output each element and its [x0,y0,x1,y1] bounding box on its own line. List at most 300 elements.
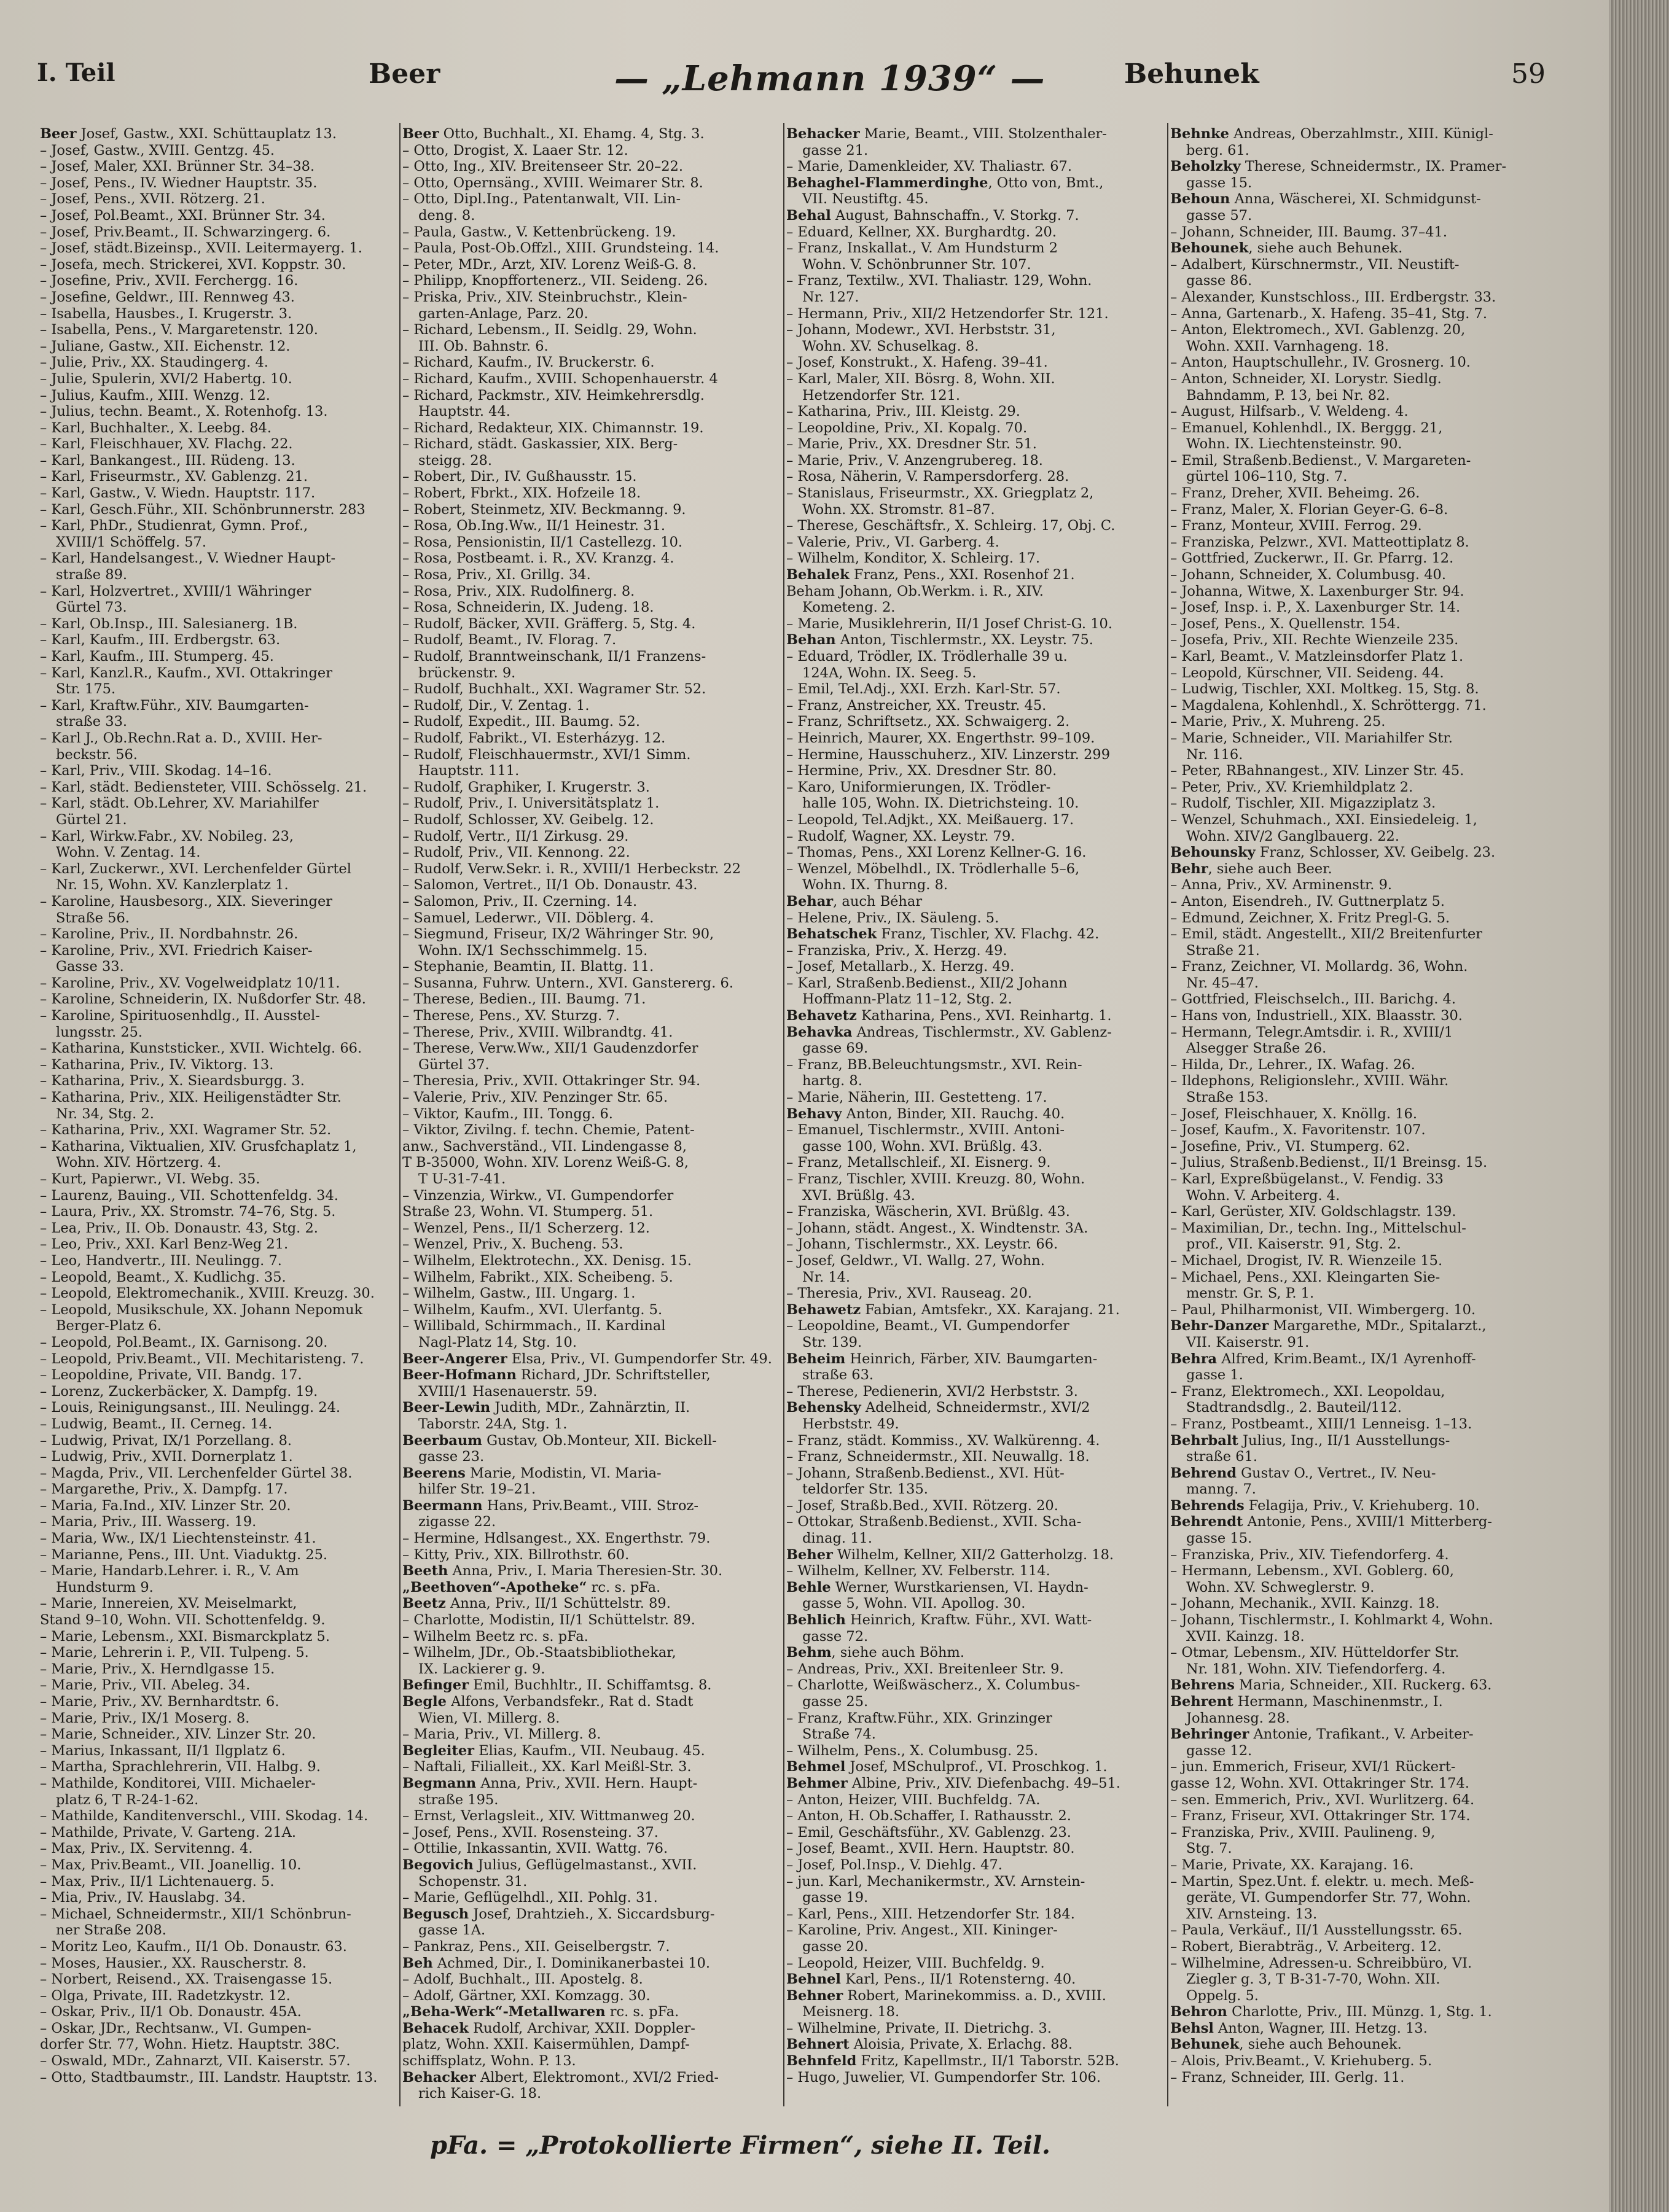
directory-entry-line: menstr. Gr. S, P. 1. [1186,1285,1315,1302]
directory-entry-line: – Rudolf, Graphiker, I. Krugerstr. 3. [402,779,650,795]
directory-entry-line: – Karl J., Ob.Rechn.Rat a. D., XVIII. Her- [40,730,322,746]
directory-entry-line: – Paula, Post-Ob.Offzl., XIII. Grundsteing. 14. [402,240,719,257]
directory-entry-line: – Norbert, Reisend., XX. Traisengasse 15. [40,1971,333,1988]
directory-entry-line: – Ildephons, Religionslehr., XVIII. Währ. [1170,1073,1449,1089]
directory-entry-line: – Theresia, Priv., XVI. Rauseag. 20. [786,1285,1032,1302]
directory-entry-line: Hauptstr. 44. [418,403,510,420]
directory-entry-line: Wien, VI. Millerg. 8. [418,1710,560,1726]
directory-entry-line: – Franz, BB.Beleuchtungsmstr., XVI. Rein- [786,1056,1082,1073]
book-page-edges [1609,0,1669,2212]
directory-entry-line: – Charlotte, Weißwäscherz., X. Columbus- [786,1677,1081,1694]
directory-entry-line: – Marie, Handarb.Lehrer. i. R., V. Am [40,1563,299,1579]
directory-entry-line: – Susanna, Fuhrw. Untern., XVI. Ganstererg. 6. [402,975,733,991]
directory-entry-line: – Ottokar, Straßenb.Bedienst., XVII. Scha- [786,1514,1082,1530]
directory-entry-line: Wohn. V. Schönbrunner Str. 107. [802,256,1031,273]
directory-entry-line: – Wenzel, Möbelhdl., IX. Trödlerhalle 5–6, [786,860,1080,877]
page-number: 59 [1511,58,1546,90]
directory-entry-line: – Willibald, Schirmmach., II. Kardinal [402,1318,666,1334]
directory-entry-line: – Karl, Friseurmstr., XV. Gablenzg. 21. [40,469,308,485]
directory-entry-line: XVIII/1 Schöffelg. 57. [56,534,207,550]
directory-entry-line: Behacek Rudolf, Archivar, XXII. Doppler- [402,2020,695,2036]
directory-entry-line: – Emanuel, Tischlermstr., XVIII. Antoni- [786,1122,1065,1139]
directory-entry-line: – Anton, Eisendreh., IV. Guttnerplatz 5. [1170,893,1445,909]
directory-entry-line: – Johann, Tischlermstr., XX. Leystr. 66. [786,1236,1058,1253]
directory-entry-line: – Maria, Fa.Ind., XIV. Linzer Str. 20. [40,1497,291,1514]
directory-entry-line: – Johann, Schneider, III. Baumg. 37–41. [1170,224,1448,240]
directory-entry-line: Behra Alfred, Krim.Beamt., IX/1 Ayrenhoff- [1170,1350,1476,1367]
directory-entry-line: – Marie, Private, XX. Karajang. 16. [1170,1856,1414,1873]
directory-entry-line: – Hermann, Lebensm., XVI. Goblerg. 60, [1170,1563,1455,1579]
directory-entry-line: – Emil, städt. Angestellt., XII/2 Breitenfurter [1170,926,1483,943]
directory-entry-line: platz 6, T R-24-1-62. [56,1791,199,1808]
directory-entry-line: Beer-Angerer Elsa, Priv., VI. Gumpendorfer Str. 49. [402,1350,772,1367]
directory-entry-line: – Franz, Schriftsetz., XX. Schwaigerg. 2. [786,714,1070,730]
directory-entry-line: dorfer Str. 77, Wohn. Hietz. Hauptstr. 38C. [40,2036,340,2053]
directory-entry-line: – Karl, Holzvertret., XVIII/1 Währinger [40,583,311,599]
directory-entry-line: – Lea, Priv., II. Ob. Donaustr. 43, Stg. 2. [40,1220,318,1236]
directory-entry-line: Beer-Lewin Judith, MDr., Zahnärztin, II. [402,1400,690,1416]
directory-entry-line: – Katharina, Priv., IV. Viktorg. 13. [40,1056,274,1073]
directory-entry-line: Johannesg. 28. [1186,1710,1290,1726]
directory-entry-line: – Maria, Priv., VI. Millerg. 8. [402,1726,601,1743]
directory-entry-line: – Ludwig, Beamt., II. Cerneg. 14. [40,1416,273,1432]
directory-entry-line: – Franz, Kraftw.Führ., XIX. Grinzinger [786,1710,1052,1726]
directory-entry-line: – Hermine, Hdlsangest., XX. Engerthstr. 79. [402,1530,711,1547]
directory-entry-line: – Mathilde, Kanditenverschl., VIII. Skodag. 14. [40,1808,369,1825]
directory-entry-line: – Katharina, Kunststicker., XVII. Wichtelg. 66. [40,1040,362,1057]
header-first-word: Beer [369,58,440,90]
directory-entry-line: Behacker Albert, Elektromont., XVI/2 Fried- [402,2069,719,2085]
directory-entry-line: – Josef, Priv.Beamt., II. Schwarzingerg. 6. [40,224,331,240]
directory-entry-line: – Josef, Pol.Beamt., XXI. Brünner Str. 34. [40,207,326,224]
directory-entry-line: Beerbaum Gustav, Ob.Monteur, XII. Bickell- [402,1432,717,1449]
directory-entry-line: – Richard, Kaufm., IV. Bruckerstr. 6. [402,354,655,371]
directory-entry-line: – Karl, Buchhalter., X. Leebg. 84. [40,419,272,436]
directory-entry-line: – Peter, Priv., XV. Kriemhildplatz 2. [1170,779,1413,795]
directory-entry-line: – Marianne, Pens., III. Unt. Viaduktg. 25. [40,1546,328,1563]
directory-entry-line: Gürtel 21. [56,811,127,828]
directory-entry-line: – Michael, Schneidermstr., XII/1 Schönbrun- [40,1906,351,1922]
directory-entry-line: gasse 19. [802,1890,869,1906]
directory-entry-line: Wohn. V. Zentag. 14. [56,844,201,861]
directory-entry-line: – Alexander, Kunstschloss., III. Erdbergstr. 33. [1170,289,1496,305]
directory-entry-line: – Karoline, Spirituosenhdlg., II. Ausstel- [40,1008,320,1024]
directory-entry-line: – Vinzenzia, Wirkw., VI. Gumpendorfer [402,1187,674,1204]
directory-entry-line: – Josef, Maler, XXI. Brünner Str. 34–38. [40,158,315,175]
directory-entry-line: Bahndamm, P. 13, bei Nr. 82. [1186,387,1390,403]
directory-entry-line: Wohn. XV. Schweglerstr. 9. [1186,1579,1375,1595]
directory-entry-line: Nagl-Platz 14, Stg. 10. [418,1334,577,1350]
directory-entry-line: Behrens Maria, Schneider., XII. Ruckerg. 63. [1170,1677,1492,1694]
directory-entry-line: 124A, Wohn. IX. Seeg. 5. [802,664,977,681]
directory-entry-line: – Katharina, Priv., XXI. Wagramer Str. 52. [40,1122,332,1139]
directory-entry-line: Nr. 14. [802,1269,851,1285]
directory-entry-line: – Salomon, Priv., II. Czerning. 14. [402,893,638,909]
directory-entry-line: – Josefine, Priv., XVII. Ferchergg. 16. [40,273,299,289]
directory-entry-line: – Lorenz, Zuckerbäcker, X. Dampfg. 19. [40,1383,318,1400]
directory-entry-line: Straße 74. [802,1726,876,1743]
directory-entry-line: – Gottfried, Fleischselch., III. Barichg. 4. [1170,991,1456,1008]
directory-entry-line: gasse 23. [418,1449,485,1465]
directory-entry-line: – sen. Emmerich, Priv., XVI. Wurlitzerg. 64. [1170,1791,1475,1808]
directory-entry-line: – Therese, Geschäftsfr., X. Schleirg. 17, Obj. C. [786,518,1116,534]
directory-entry-line: Ziegler g. 3, T B-31-7-70, Wohn. XII. [1186,1971,1440,1988]
directory-entry-line: Wohn. XXII. Varnhageng. 18. [1186,338,1389,354]
directory-entry-line: – Karo, Uniformierungen, IX. Trödler- [786,779,1051,795]
directory-entry-line: – Emanuel, Kohlenhdl., IX. Berggg. 21, [1170,419,1443,436]
directory-entry-line: – jun. Emmerich, Friseur, XVI/1 Rückert- [1170,1759,1456,1775]
directory-entry-line: XVIII/1 Hasenauerstr. 59. [418,1383,598,1400]
directory-entry-line: Behmel Josef, MSchulprof., VI. Proschkog. 1. [786,1759,1108,1775]
directory-column-3 [786,126,1164,2103]
directory-entry-line: – Robert, Bierabträg., V. Arbeiterg. 12. [1170,1938,1442,1955]
directory-entry-line: – Otto, Opernsäng., XVIII. Weimarer Str. 8. [402,174,703,191]
directory-entry-line: Beer Otto, Buchhalt., XI. Ehamg. 4, Stg. 3. [402,126,705,142]
directory-entry-line: – Marie, Priv., IX/1 Moserg. 8. [40,1710,250,1726]
directory-entry-line: – Karoline, Priv., XVI. Friedrich Kaiser- [40,942,313,959]
directory-entry-line: Wohn. IX. Thurng. 8. [802,877,948,894]
directory-entry-line: – Marius, Inkassant, II/1 Ilgplatz 6. [40,1742,286,1759]
directory-entry-line: – Anton, Heizer, VIII. Buchfeldg. 7A. [786,1791,1041,1808]
directory-entry-line: – Josefa, mech. Strickerei, XVI. Koppstr. 30. [40,256,346,273]
directory-entry-line: rich Kaiser-G. 18. [418,2085,542,2102]
directory-entry-line: – Paul, Philharmonist, VII. Wimbergerg. 10. [1170,1301,1476,1318]
directory-entry-line: – Josef, Gastw., XVIII. Gentzg. 45. [40,142,275,158]
directory-entry-line: gasse 100, Wohn. XVI. Brüßlg. 43. [802,1138,1043,1155]
directory-entry-line: – Marie, Priv., V. Anzengrubereg. 18. [786,452,1043,469]
directory-entry-line: – Leopoldine, Priv., XI. Kopalg. 70. [786,419,1028,436]
directory-entry-line: Hauptstr. 111. [418,763,520,779]
directory-entry-line: Beer-Hofmann Richard, JDr. Schriftsteller, [402,1367,711,1384]
directory-entry-line: Schopenstr. 31. [418,1873,528,1890]
directory-entry-line: ner Straße 208. [56,1922,166,1939]
directory-entry-line: Meisnerg. 18. [802,2004,900,2020]
directory-entry-line: – Pankraz, Pens., XII. Geiselbergstr. 7. [402,1938,670,1955]
header-last-word: Behunek [1124,58,1259,90]
directory-entry-line: – Eduard, Trödler, IX. Trödlerhalle 39 u. [786,648,1068,664]
directory-entry-line: Behaghel-Flammerdinghe, Otto von, Bmt., [786,174,1104,191]
directory-entry-line: – Eduard, Kellner, XX. Burghardtg. 20. [786,224,1057,240]
directory-entry-line: Behacker Marie, Beamt., VIII. Stolzenthaler- [786,126,1107,142]
directory-entry-line: Behar, auch Béhar [786,893,923,909]
directory-entry-line: Herbststr. 49. [802,1416,899,1432]
directory-entry-line: – Franz, Inskallat., V. Am Hundsturm 2 [786,240,1058,257]
directory-entry-line: – Ludwig, Privat, IX/1 Porzellang. 8. [40,1432,292,1449]
directory-entry-line: Behr-Danzer Margarethe, MDr., Spitalarzt., [1170,1318,1487,1334]
directory-entry-line: prof., VII. Kaiserstr. 91, Stg. 2. [1186,1236,1401,1253]
directory-entry-line: – Franz, Schneider, III. Gerlg. 11. [1170,2069,1405,2085]
footer-note: pFa. = „Protokollierte Firmen“, siehe II. Teil. [430,2131,1050,2160]
directory-entry-line: – Leopold, Kürschner, VII. Seideng. 44. [1170,664,1444,681]
directory-entry-line: – Karl, Expreßbügelanst., V. Fendig. 33 [1170,1171,1444,1187]
directory-entry-line: – Martha, Sprachlehrerin, VII. Halbg. 9. [40,1759,321,1775]
directory-entry-line: Behavetz Katharina, Pens., XVI. Reinhartg. 1. [786,1008,1112,1024]
directory-entry-line: – Karl, Ob.Insp., III. Salesianerg. 1B. [40,615,298,632]
directory-entry-line: – Karl, Zuckerwr., XVI. Lerchenfelder Gürtel [40,860,351,877]
directory-entry-line: – Adalbert, Kürschnermstr., VII. Neustift- [1170,256,1460,273]
directory-entry-line: – Marie, Innereien, XV. Meiselmarkt, [40,1595,297,1612]
directory-entry-line: – Anton, Hauptschullehr., IV. Grosnerg. 10. [1170,354,1471,371]
directory-entry-line: – Leopold, Priv.Beamt., VII. Mechitaristeng. 7. [40,1350,364,1367]
directory-entry-line: – Rudolf, Vertr., II/1 Zirkusg. 29. [402,828,629,844]
directory-entry-line: beckstr. 56. [56,746,138,763]
directory-entry-line: Behsl Anton, Wagner, III. Hetzg. 13. [1170,2020,1428,2036]
directory-entry-line: – Otto, Dipl.Ing., Patentanwalt, VII. Lin- [402,191,681,208]
directory-entry-line: – Leopold, Musikschule, XX. Johann Nepomuk [40,1301,363,1318]
directory-entry-line: – Leopoldine, Beamt., VI. Gumpendorfer [786,1318,1069,1334]
directory-entry-line: Behnke Andreas, Oberzahlmstr., XIII. Künigl- [1170,126,1493,142]
directory-entry-line: – Anton, H. Ob.Schaffer, I. Rathausstr. 2. [786,1808,1071,1825]
directory-entry-line: – Marie, Musiklehrerin, II/1 Josef Christ-G. 10. [786,615,1112,632]
directory-entry-line: – Karl, Kaufm., III. Stumperg. 45. [40,648,274,664]
directory-entry-line: gasse 1A. [418,1922,486,1939]
directory-entry-line: – Franz, Zeichner, VI. Mollardg. 36, Wohn. [1170,959,1468,975]
directory-entry-line: – Mathilde, Konditorei, VIII. Michaeler- [40,1775,316,1791]
part-label: I. Teil [37,58,115,87]
directory-entry-line: Nr. 34, Stg. 2. [56,1105,154,1122]
directory-entry-line: – Franziska, Pelzwr., XVI. Matteottiplatz 8. [1170,534,1469,550]
directory-entry-line: Berger-Platz 6. [56,1318,162,1334]
directory-entry-line: – Rudolf, Priv., I. Universitätsplatz 1. [402,795,660,812]
directory-entry-line: – Rosa, Näherin, V. Rampersdorferg. 28. [786,469,1069,485]
directory-entry-line: – Samuel, Lederwr., VII. Döblerg. 4. [402,909,654,926]
directory-entry-line: Wohn. IX/1 Sechsschimmelg. 15. [418,942,648,959]
directory-entry-line: – Marie, Schneider., VII. Mariahilfer Str. [1170,730,1453,746]
directory-column-1 [40,126,418,2103]
directory-entry-line: – Karl, städt. Bediensteter, VIII. Schösselg. 21. [40,779,367,795]
directory-entry-line: – Franz, Textilw., XVI. Thaliastr. 129, Wohn. [786,273,1092,289]
directory-entry-line: Behalek Franz, Pens., XXI. Rosenhof 21. [786,567,1075,583]
directory-entry-line: – Karl, Maler, XII. Bösrg. 8, Wohn. XII. [786,370,1055,387]
directory-entry-line: – Wilhelm, Elektrotechn., XX. Denisg. 15. [402,1252,692,1269]
directory-entry-line: – Priska, Priv., XIV. Steinbruchstr., Klein- [402,289,687,305]
directory-entry-line: Straße 21. [1186,942,1260,959]
directory-entry-line: VII. Kaiserstr. 91. [1186,1334,1310,1350]
directory-entry-line: gürtel 106–110, Stg. 7. [1186,469,1348,485]
directory-entry-line: – Salomon, Vertret., II/1 Ob. Donaustr. 43. [402,877,698,894]
directory-entry-line: – Rosa, Schneiderin, IX. Judeng. 18. [402,599,654,616]
directory-entry-line: – Josef, städt.Bizeinsp., XVII. Leitermayerg. 1. [40,240,362,257]
directory-entry-line: – Karoline, Hausbesorg., XIX. Sieveringer [40,893,333,909]
directory-entry-line: – Karl, Priv., VIII. Skodag. 14–16. [40,763,272,779]
directory-entry-line: – Therese, Pens., XV. Sturzg. 7. [402,1008,620,1024]
directory-entry-line: – Josef, Geldwr., VI. Wallg. 27, Wohn. [786,1252,1045,1269]
directory-entry-line: gasse 21. [802,142,869,158]
directory-entry-line: – Marie, Priv., XX. Dresdner Str. 51. [786,436,1037,453]
directory-entry-line: – Therese, Verw.Ww., XII/1 Gaudenzdorfer [402,1040,698,1057]
directory-entry-line: Behounek, siehe auch Behunek. [1170,240,1403,257]
directory-entry-line: Beetz Anna, Priv., II/1 Schüttelstr. 89. [402,1595,671,1612]
directory-entry-line: gasse 15. [1186,1530,1253,1547]
directory-entry-line: Wohn. XIV/2 Ganglbauerg. 22. [1186,828,1399,844]
directory-entry-line: – Johann, Modewr., XVI. Herbststr. 31, [786,322,1056,338]
directory-entry-line: – Emil, Geschäftsführ., XV. Gablenzg. 23. [786,1824,1071,1840]
directory-entry-line: – Thomas, Pens., XXI Lorenz Kellner-G. 16. [786,844,1087,861]
directory-entry-line: – Franz, städt. Kommiss., XV. Walkürenng. 4. [786,1432,1100,1449]
directory-entry-line: Beer Josef, Gastw., XXI. Schüttauplatz 13. [40,126,337,142]
directory-entry-line: – Julie, Spulerin, XVI/2 Habertg. 10. [40,370,292,387]
directory-entry-line: straße 89. [56,567,128,583]
directory-entry-line: – Karl, Pens., XIII. Hetzendorfer Str. 184. [786,1906,1075,1922]
directory-entry-line: – Rudolf, Branntweinschank, II/1 Franzens- [402,648,706,664]
directory-entry-line: – Hermann, Telegr.Amtsdir. i. R., XVIII/1 [1170,1024,1453,1040]
directory-entry-line: Straße 153. [1186,1089,1269,1106]
directory-entry-line: – Wilhelm, Konditor, X. Schleirg. 17. [786,550,1040,567]
directory-entry-line: T U-31-7-41. [418,1171,506,1187]
directory-entry-line: – Paula, Gastw., V. Kettenbrückeng. 19. [402,224,676,240]
directory-entry-line: – Franz, Maler, X. Florian Geyer-G. 6–8. [1170,501,1448,518]
directory-entry-line: – Andreas, Priv., XXI. Breitenleer Str. 9. [786,1661,1064,1677]
directory-entry-line: – Rudolf, Fabrikt., VI. Esterházyg. 12. [402,730,666,746]
directory-entry-line: gasse 86. [1186,273,1253,289]
directory-entry-line: – Isabella, Pens., V. Margaretenstr. 120. [40,322,318,338]
directory-entry-line: – Oskar, JDr., Rechtsanw., VI. Gumpen- [40,2020,311,2036]
directory-entry-line: – Katharina, Priv., X. Sieardsburgg. 3. [40,1073,305,1089]
directory-entry-line: garten-Anlage, Parz. 20. [418,305,588,322]
directory-entry-line: Behner Robert, Marinekommiss. a. D., XVIII. [786,1987,1106,2004]
directory-entry-line: – Maria, Priv., III. Wasserg. 19. [40,1514,257,1530]
directory-entry-line: Stadtrandsdlg., 2. Bauteil/112. [1186,1400,1402,1416]
directory-entry-line: Begle Alfons, Verbandsfekr., Rat d. Stadt [402,1694,694,1710]
directory-entry-line: Behr, siehe auch Beer. [1170,860,1332,877]
directory-entry-line: – Philipp, Knopffortenerz., VII. Seideng. 26. [402,273,708,289]
directory-entry-line: – Marie, Priv., XV. Bernhardtstr. 6. [40,1694,279,1710]
directory-entry-line: „Beethoven“-Apotheke“ rc. s. pFa. [402,1579,661,1595]
directory-entry-line: Beerens Marie, Modistin, VI. Maria- [402,1465,662,1481]
page-header [37,58,1546,101]
directory-entry-line: Nr. 127. [802,289,859,305]
directory-entry-line: – Leopold, Tel.Adjkt., XX. Meißauerg. 17. [786,811,1074,828]
directory-entry-line: Nr. 15, Wohn. XV. Kanzlerplatz 1. [56,877,289,894]
directory-entry-line: Behrend Gustav O., Vertret., IV. Neu- [1170,1465,1436,1481]
directory-entry-line: Behmer Albine, Priv., XIV. Diefenbachg. 49–51. [786,1775,1121,1791]
directory-entry-line: Behnfeld Fritz, Kapellmstr., II/1 Taborstr. 52B. [786,2053,1119,2070]
directory-entry-line: Kometeng. 2. [802,599,896,616]
directory-entry-line: – Ludwig, Priv., XVII. Dornerplatz 1. [40,1449,293,1465]
directory-entry-line: – Karl, Bankangest., III. Rüdeng. 13. [40,452,295,469]
directory-entry-line: – Robert, Fbrkt., XIX. Hofzeile 18. [402,485,641,502]
directory-entry-line: – Marie, Näherin, III. Gestetteng. 17. [786,1089,1047,1106]
directory-entry-line: – Rudolf, Bäcker, XVII. Gräfferg. 5, Stg. 4. [402,615,696,632]
directory-entry-line: – jun. Karl, Mechanikermstr., XV. Arnstein- [786,1873,1085,1890]
directory-entry-line: – Karoline, Priv., II. Nordbahnstr. 26. [40,926,299,943]
directory-entry-line: – Rudolf, Buchhalt., XXI. Wagramer Str. 52. [402,681,706,698]
directory-entry-line: – Franziska, Priv., XVIII. Paulineng. 9, [1170,1824,1436,1840]
directory-entry-line: – Hermine, Priv., XX. Dresdner Str. 80. [786,763,1057,779]
directory-entry-line: – Julius, Kaufm., XIII. Wenzg. 12. [40,387,270,403]
directory-entry-line: – Wilhelm, Kaufm., XVI. Ulerfantg. 5. [402,1301,663,1318]
directory-entry-line: Behnert Aloisia, Private, X. Erlachg. 88. [786,2036,1073,2053]
directory-entry-line: Beham Johann, Ob.Werkm. i. R., XIV. [786,583,1044,599]
directory-entry-line: – Moses, Hausier., XX. Rauscherstr. 8. [40,1955,307,1971]
directory-entry-line: – Julius, techn. Beamt., X. Rotenhofg. 13. [40,403,328,420]
directory-entry-line: XIV. Arnsteing. 13. [1186,1906,1318,1922]
directory-entry-line: – Franz, Anstreicher, XX. Treustr. 45. [786,697,1047,714]
directory-entry-line: Behrbalt Julius, Ing., II/1 Ausstellungs- [1170,1432,1450,1449]
directory-entry-line: – Hermine, Hausschuherz., XIV. Linzerstr. 299 [786,746,1111,763]
directory-entry-line: – Richard, städt. Gaskassier, XIX. Berg- [402,436,678,453]
directory-entry-line: – Rudolf, Fleischhauermstr., XVI/1 Simm. [402,746,691,763]
directory-entry-line: – Wenzel, Priv., X. Bucheng. 53. [402,1236,623,1253]
directory-entry-line: – Anton, Schneider, XI. Lorystr. Siedlg. [1170,370,1442,387]
directory-entry-line: VII. Neustiftg. 45. [802,191,929,208]
directory-entry-line: – Karl, Fleischhauer, XV. Flachg. 22. [40,436,293,453]
directory-entry-line: – Franz, Dreher, XVII. Beheimg. 26. [1170,485,1420,502]
directory-entry-line: hilfer Str. 19–21. [418,1481,536,1498]
directory-entry-line: – Naftali, Filialleit., XX. Karl Meißl-Str. 3. [402,1759,692,1775]
directory-entry-line: Alsegger Straße 26. [1186,1040,1327,1057]
directory-entry-line: – Wilhelm, Fabrikt., XIX. Scheibeng. 5. [402,1269,673,1285]
directory-entry-line: dinag. 11. [802,1530,872,1547]
directory-entry-line: – Oskar, Priv., II/1 Ob. Donaustr. 45A. [40,2004,302,2020]
directory-entry-line: straße 33. [56,714,128,730]
directory-entry-line: – Ottilie, Inkassantin, XVII. Wattg. 76. [402,1840,668,1857]
directory-entry-line: – Wilhelm Beetz rc. s. pFa. [402,1628,588,1645]
directory-entry-line: platz, Wohn. XXII. Kaisermühlen, Dampf- [402,2036,690,2053]
directory-entry-line: Nr. 45–47. [1186,975,1259,991]
directory-entry-line: – Richard, Lebensm., II. Seidlg. 29, Wohn. [402,322,697,338]
directory-entry-line: Gasse 33. [56,959,124,975]
directory-entry-line: – Marie, Priv., X. Muhreng. 25. [1170,714,1386,730]
directory-entry-line: – Karl, Kanzl.R., Kaufm., XVI. Ottakringer [40,664,332,681]
directory-entry-line: Wohn. IX. Liechtensteinstr. 90. [1186,436,1402,453]
directory-entry-line: – Charlotte, Modistin, II/1 Schüttelstr. 89. [402,1612,695,1629]
directory-entry-line: – Rosa, Priv., XIX. Rudolfinerg. 8. [402,583,635,599]
directory-entry-line: Begovich Julius, Geflügelmastanst., XVII. [402,1856,697,1873]
directory-entry-line: – Rosa, Postbeamt. i. R., XV. Kranzg. 4. [402,550,674,567]
directory-entry-line: Behrendt Antonie, Pens., XVIII/1 Mitterberg- [1170,1514,1492,1530]
directory-entry-line: – Therese, Pedienerin, XVI/2 Herbststr. 3. [786,1383,1078,1400]
directory-entry-line: – Johann, städt. Angest., X. Windtenstr. 3A. [786,1220,1089,1236]
directory-entry-line: – Josef, Insp. i. P., X. Laxenburger Str. 14. [1170,599,1461,616]
directory-entry-line: – Franziska, Priv., XIV. Tiefendorferg. 4. [1170,1546,1449,1563]
directory-entry-line: – Wilhelmine, Private, II. Dietrichg. 3. [786,2020,1052,2036]
directory-entry-line: – Maximilian, Dr., techn. Ing., Mittelschul- [1170,1220,1466,1236]
directory-entry-line: lungsstr. 25. [56,1024,143,1040]
directory-entry-line: – Wenzel, Schuhmach., XXI. Einsiedeleig. 1, [1170,811,1477,828]
directory-entry-line: Behm, siehe auch Böhm. [786,1645,965,1661]
directory-entry-line: – Marie, Lehrerin i. P., VII. Tulpeng. 5. [40,1645,309,1661]
directory-entry-line: – Theresia, Priv., XVII. Ottakringer Str. 94. [402,1073,701,1089]
directory-entry-line: – Max, Priv., IX. Servitenng. 4. [40,1840,253,1857]
directory-entry-line: Behavy Anton, Binder, XII. Rauchg. 40. [786,1105,1065,1122]
directory-entry-line: – Kitty, Priv., XIX. Billrothstr. 60. [402,1546,630,1563]
directory-entry-line: – Magda, Priv., VII. Lerchenfelder Gürtel 38. [40,1465,353,1481]
directory-entry-line: – Hugo, Juwelier, VI. Gumpendorfer Str. 106. [786,2069,1101,2085]
directory-entry-line: – Rudolf, Verw.Sekr. i. R., XVIII/1 Herbeckstr. 22 [402,860,741,877]
directory-entry-line: Wohn. XV. Schuselkag. 8. [802,338,979,354]
directory-entry-line: – Julius, Straßenb.Bedienst., II/1 Breinsg. 15. [1170,1155,1488,1171]
directory-entry-line: – Leopoldine, Private, VII. Bandg. 17. [40,1367,302,1384]
directory-column-4 [1170,126,1548,2103]
directory-entry-line: – Josef, Pens., IV. Wiedner Hauptstr. 35. [40,174,318,191]
directory-entry-line: – Josef, Pens., XVII. Rosensteing. 37. [402,1824,659,1840]
directory-entry-line: straße 63. [802,1367,874,1384]
directory-entry-line: Straße 56. [56,909,130,926]
directory-entry-line: – Magdalena, Kohlenhdl., X. Schröttergg. 71. [1170,697,1487,714]
directory-entry-line: – Helene, Priv., IX. Säuleng. 5. [786,909,999,926]
directory-entry-line: – Leopold, Pol.Beamt., IX. Garnisong. 20. [40,1334,328,1350]
directory-entry-line: – Therese, Priv., XVIII. Wilbrandtg. 41. [402,1024,673,1040]
directory-entry-line: gasse 1. [1186,1367,1243,1384]
directory-entry-line: – Franz, Metallschleif., XI. Eisnerg. 9. [786,1155,1051,1171]
directory-entry-line: Hetzendorfer Str. 121. [802,387,961,403]
directory-entry-line: anw., Sachverständ., VII. Lindengasse 8, [402,1138,687,1155]
directory-entry-line: straße 61. [1186,1449,1258,1465]
directory-entry-line: – Max, Priv.Beamt., VII. Joanellig. 10. [40,1856,302,1873]
directory-entry-line: – Kurt, Papierwr., VI. Webg. 35. [40,1171,260,1187]
directory-entry-line: Behawetz Fabian, Amtsfekr., XX. Karajang. 21. [786,1301,1120,1318]
